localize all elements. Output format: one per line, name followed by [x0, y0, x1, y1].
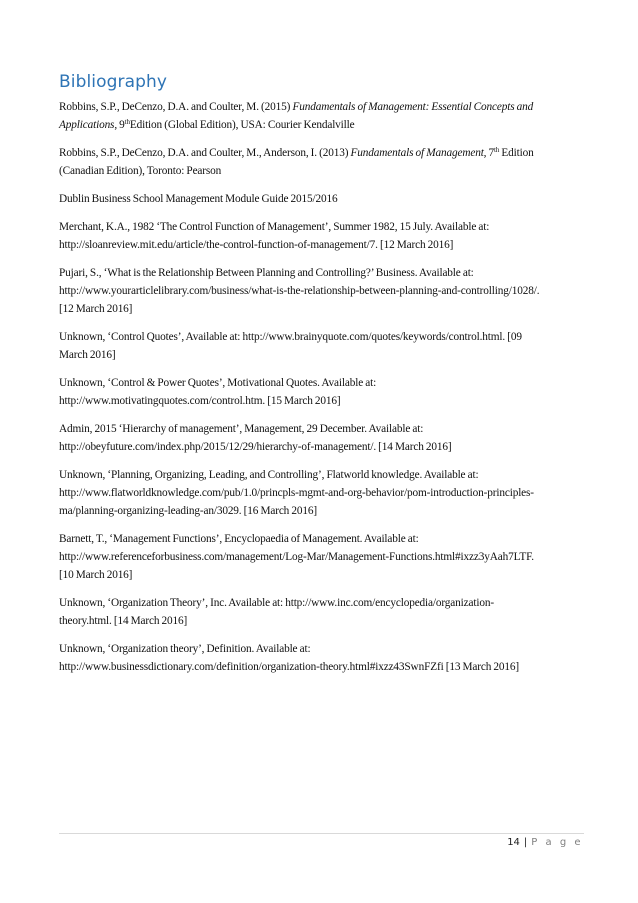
entry-date-line: March 2016]	[59, 349, 116, 361]
entry-url-line: http://www.businessdictionary.com/definition/organization-theory.html#ixzz43SwnFZfi [13 March 2016]	[59, 661, 520, 673]
entry-title: Applications	[59, 119, 115, 131]
entry-url-line: http://www.referenceforbusiness.com/management/Log-Mar/Management-Functions.html#ixzz3yAah7LTF.	[59, 551, 534, 563]
entry-line: Merchant, K.A., 1982 ‘The Control Function of Management’, Summer 1982, 15 July. Available at:	[59, 221, 490, 233]
bibliography-entry-4	[59, 218, 584, 254]
bibliography-entry-5	[59, 264, 584, 318]
bibliography-entry-2	[59, 144, 584, 180]
entry-text: Edition	[499, 147, 534, 159]
entry-text: Edition (Global Edition), USA: Courier Kendalville	[129, 119, 355, 131]
bibliography-entry-10	[59, 530, 584, 584]
bibliography-entry-3	[59, 190, 584, 208]
entry-line	[59, 116, 584, 134]
entry-title: Fundamentals of Management,	[350, 147, 487, 159]
entry-line	[59, 98, 584, 116]
edition-superscript: th	[124, 118, 130, 126]
bibliography-entry-1	[59, 98, 584, 134]
bibliography-heading: Bibliography	[59, 72, 168, 92]
page-footer	[507, 837, 583, 848]
entry-line: Unknown, ‘Control & Power Quotes’, Motivational Quotes. Available at:	[59, 377, 377, 389]
entry-line: Dublin Business School Management Module Guide 2015/2016	[59, 193, 338, 205]
entry-text: Robbins, S.P., DeCenzo, D.A. and Coulter, M., Anderson, I. (2013)	[59, 147, 351, 159]
bibliography-entry-7	[59, 374, 584, 410]
entry-url-line: http://sloanreview.mit.edu/article/the-control-function-of-management/7. [12 March 2016]	[59, 239, 454, 251]
page-label: P a g e	[531, 837, 583, 848]
entry-line: Pujari, S., ‘What is the Relationship Between Planning and Controlling?’ Business. Available at:	[59, 267, 474, 279]
entry-url-line: http://www.flatworldknowledge.com/pub/1.0/princpls-mgmt-and-org-behavior/pom-introduction-principles-	[59, 487, 534, 499]
bibliography-list	[59, 98, 584, 686]
entry-line: Admin, 2015 ‘Hierarchy of management’, Management, 29 December. Available at:	[59, 423, 424, 435]
bibliography-entry-8	[59, 420, 584, 456]
entry-line: Unknown, ‘Control Quotes’, Available at: http://www.brainyquote.com/quotes/keywords/control.html. [09	[59, 331, 522, 343]
entry-line: Barnett, T., ‘Management Functions’, Encyclopaedia of Management. Available at:	[59, 533, 419, 545]
bibliography-entry-9	[59, 466, 584, 520]
entry-url-line: http://obeyfuture.com/index.php/2015/12/29/hierarchy-of-management/. [14 March 2016]	[59, 441, 452, 453]
entry-text: Robbins, S.P., DeCenzo, D.A. and Coulter, M. (2015)	[59, 101, 293, 113]
entry-text: 7	[486, 147, 495, 159]
bibliography-entry-11	[59, 594, 584, 630]
entry-date-line: [10 March 2016]	[59, 569, 133, 581]
entry-line: Unknown, ‘Organization Theory’, Inc. Available at: http://www.inc.com/encyclopedia/organization-	[59, 597, 494, 609]
edition-superscript: th	[494, 146, 500, 154]
footer-separator: |	[523, 837, 528, 848]
entry-line: Unknown, ‘Planning, Organizing, Leading, and Controlling’, Flatworld knowledge. Available at:	[59, 469, 479, 481]
bibliography-entry-6	[59, 328, 584, 364]
entry-line: (Canadian Edition), Toronto: Pearson	[59, 165, 222, 177]
entry-url-line: http://www.yourarticlelibrary.com/business/what-is-the-relationship-between-planning-and-controlling/1028/.	[59, 285, 540, 297]
entry-line	[59, 144, 584, 162]
footer-divider	[59, 833, 584, 834]
entry-url-line: http://www.motivatingquotes.com/control.htm. [15 March 2016]	[59, 395, 341, 407]
entry-date-line: [12 March 2016]	[59, 303, 133, 315]
entry-title: Fundamentals of Management: Essential Concepts and	[292, 101, 534, 113]
entry-line: Unknown, ‘Organization theory’, Definition. Available at:	[59, 643, 311, 655]
page-number: 14	[507, 837, 520, 848]
entry-text: , 9	[114, 119, 125, 131]
entry-url-line: theory.html. [14 March 2016]	[59, 615, 188, 627]
bibliography-entry-12	[59, 640, 584, 676]
entry-url-line: ma/planning-organizing-leading-an/3029. [16 March 2016]	[59, 505, 317, 517]
